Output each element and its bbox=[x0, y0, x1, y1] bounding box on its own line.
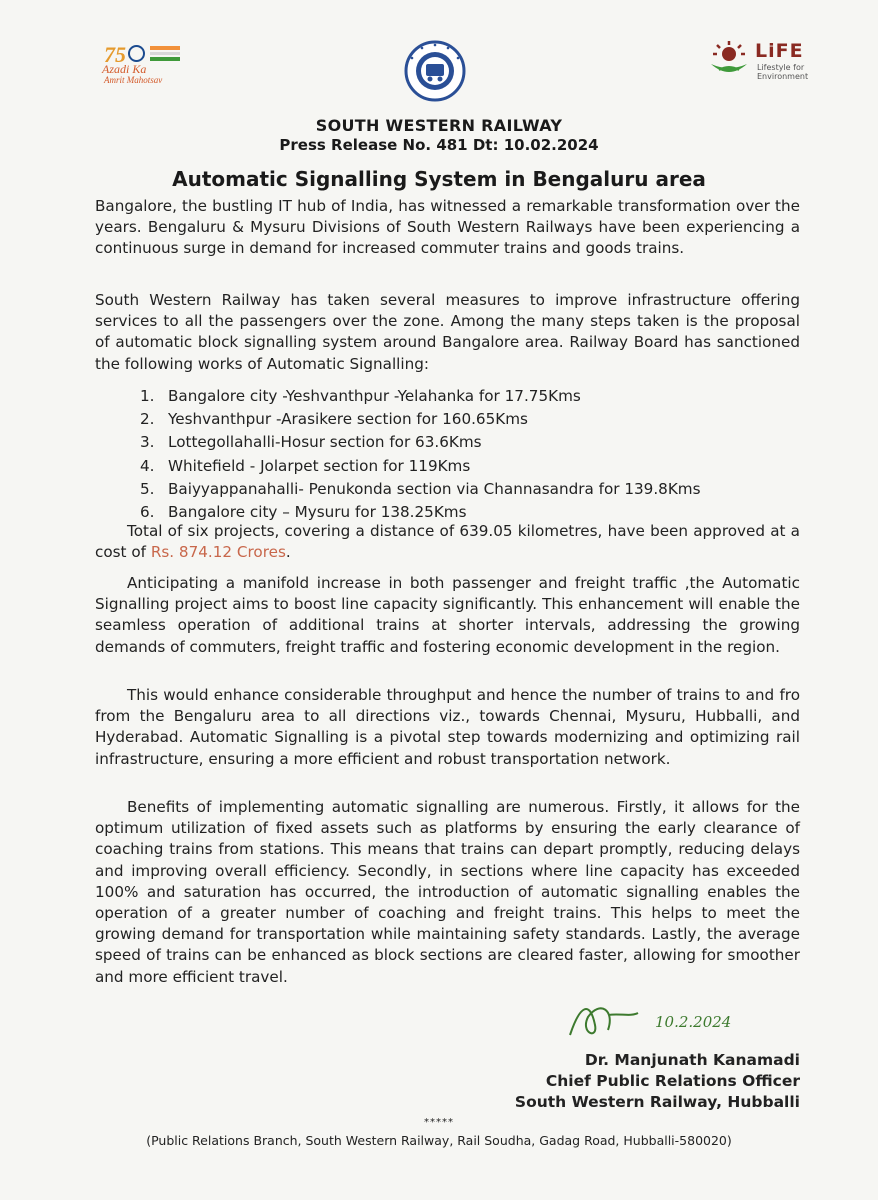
list-text: Yeshvanthpur -Arasikere section for 160.65Kms bbox=[168, 410, 528, 429]
life-mission-logo bbox=[705, 40, 825, 82]
list-number: 6. bbox=[140, 503, 155, 522]
list-text: Lottegollahalli-Hosur section for 63.6Kms bbox=[168, 433, 482, 452]
paragraph-total-cost bbox=[95, 521, 800, 563]
chakra-icon bbox=[128, 45, 145, 62]
list-text: Whitefield - Jolarpet section for 119Kms bbox=[168, 456, 471, 475]
sanctioned-works-list bbox=[140, 385, 701, 524]
paragraph-throughput: This would enhance considerable throughput and hence the number of trains to and fro from the Bengaluru area to all directions viz., towards Chennai, Mysuru, Hubballi, and Hyderabad. Automatic Signalling is a pivotal step towards modernizing and optimizing rail infrastructure, ensuring a more efficient and robust transportation network. bbox=[95, 686, 800, 768]
list-item bbox=[140, 431, 701, 454]
signatory-office: South Western Railway, Hubballi bbox=[514, 1093, 800, 1111]
azadi-ka-amrit-mahotsav-logo bbox=[98, 42, 182, 88]
list-number: 3. bbox=[140, 433, 155, 452]
press-release-number: Press Release No. 481 Dt: 10.02.2024 bbox=[279, 136, 599, 154]
list-text: Baiyyappanahalli- Penukonda section via Channasandra for 139.8Kms bbox=[168, 479, 701, 498]
life-wordmark: LiFE bbox=[755, 40, 804, 62]
signatory-block bbox=[470, 1050, 800, 1113]
logo-number: 75 bbox=[104, 42, 126, 67]
paragraph-measures: South Western Railway has taken several measures to improve infrastructure offering services to all the passengers over the zone. Among the many steps taken is the proposal of automatic block signalling system around Bangalore area. Railway Board has sanctioned the following works of Automatic Signalling: bbox=[95, 291, 800, 373]
footer-address: (Public Relations Branch, South Western Railway, Rail Soudha, Gadag Road, Hubballi-580020) bbox=[146, 1133, 732, 1148]
list-number: 2. bbox=[140, 410, 155, 429]
handwritten-signature bbox=[560, 995, 750, 1045]
signature-date: 10.2.2024 bbox=[655, 1013, 732, 1031]
list-number: 1. bbox=[140, 387, 155, 405]
life-subtitle bbox=[757, 63, 808, 81]
list-text: Bangalore city -Yeshvanthpur -Yelahanka for 17.75Kms bbox=[168, 387, 581, 405]
paragraph-line-capacity: Anticipating a manifold increase in both passenger and freight traffic ,the Automatic Signalling project aims to boost line capacity significantly. This enhancement will enable the seamless operation of additional trains at shorter intervals, addressing the growing demands of commuters, freight traffic and fostering economic development in the region. bbox=[95, 574, 800, 656]
indian-railways-emblem-icon bbox=[404, 40, 466, 102]
flag-saffron-stripe bbox=[150, 46, 180, 50]
signatory-designation: Chief Public Relations Officer bbox=[545, 1072, 800, 1090]
list-number: 4. bbox=[140, 456, 155, 475]
life-subtitle-2: Environment bbox=[757, 72, 809, 81]
list-item bbox=[140, 455, 701, 478]
footer-separator: ***** bbox=[424, 1117, 454, 1128]
list-item bbox=[140, 408, 701, 431]
list-text: Bangalore city – Mysuru for 138.25Kms bbox=[168, 503, 467, 522]
flag-green-stripe bbox=[150, 57, 180, 61]
logo-line2: Amrit Mahotsav bbox=[104, 75, 163, 85]
list-number: 5. bbox=[140, 479, 155, 498]
paragraph-intro: Bangalore, the bustling IT hub of India, has witnessed a remarkable transformation over the years. Bengaluru & Mysuru Divisions of South Western Railways have been experiencing a continuous surge in demand for increased commuter trains and goods trains. bbox=[95, 197, 800, 258]
flag-white-stripe bbox=[150, 52, 180, 55]
list-item bbox=[140, 478, 701, 501]
signatory-name: Dr. Manjunath Kanamadi bbox=[584, 1051, 800, 1069]
cost-amount: Rs. 874.12 Crores bbox=[150, 543, 286, 562]
life-subtitle-1: Lifestyle for bbox=[757, 63, 805, 72]
organisation-name: SOUTH WESTERN RAILWAY bbox=[315, 116, 563, 135]
list-item bbox=[140, 385, 701, 408]
logo-line1: Azadi Ka bbox=[102, 62, 147, 76]
total-cost-end: . bbox=[285, 543, 291, 562]
total-cost-text: Total of six projects, covering a distance of 639.05 kilometres, have been approved at a cost of bbox=[95, 522, 800, 562]
paragraph-benefits: Benefits of implementing automatic signalling are numerous. Firstly, it allows for the optimum utilization of fixed assets such as platforms by ensuring the early clearance of coaching trains from stations. This means that trains can depart promptly, reducing delays and improving overall efficiency. Secondly, in sections where line capacity has exceeded 100% and saturation has occurred, the introduction of automatic signalling enables the operation of a greater number of coaching and freight trains. This helps to meet the growing demand for transportation while maintaining safety standards. Lastly, the average speed of trains can be enhanced as block sections are cleared faster, allowing for smoother and more efficient travel. bbox=[95, 798, 800, 986]
sun-leaf-icon bbox=[705, 40, 753, 80]
document-title: Automatic Signalling System in Bengaluru area bbox=[172, 167, 706, 191]
